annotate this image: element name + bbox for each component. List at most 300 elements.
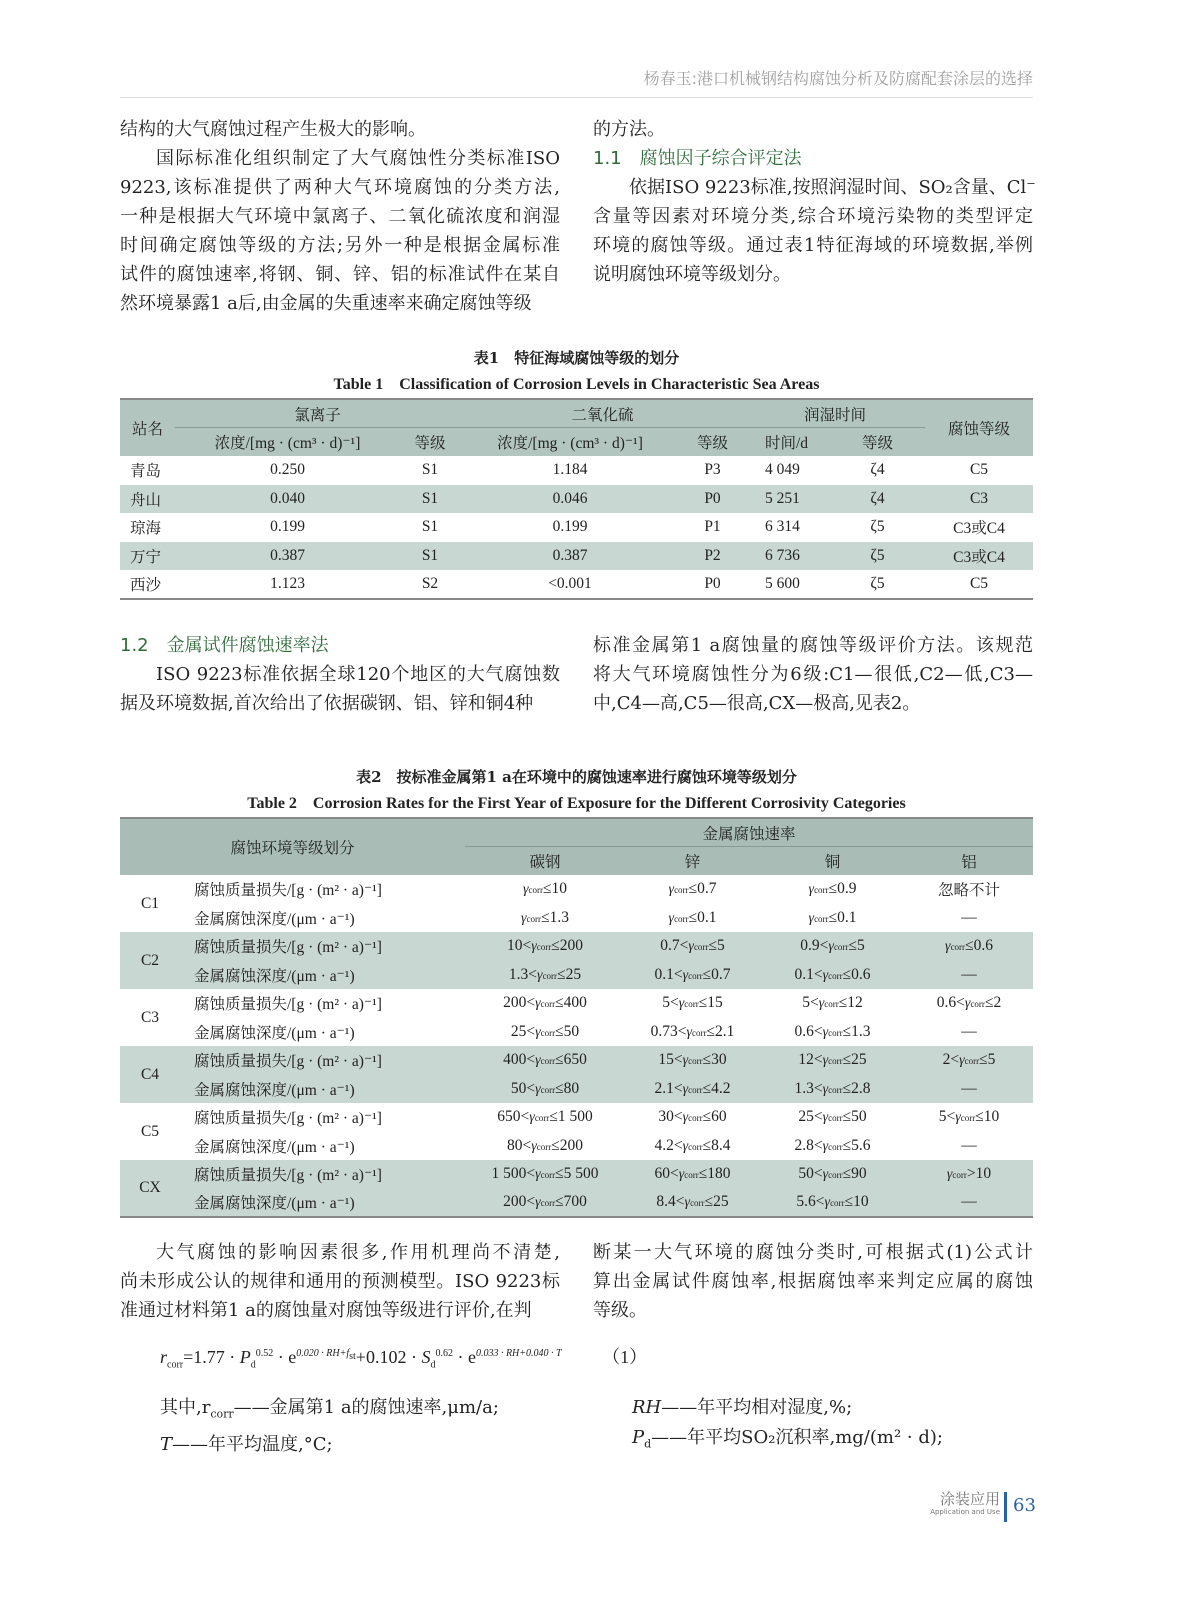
table-cell: 0.046 — [552, 489, 588, 507]
row-label: 腐蚀质量损失/[g · (m² · a)⁻¹] — [194, 1167, 382, 1185]
symbol: γ — [828, 939, 834, 955]
row-label: 金属腐蚀深度/(μm · a⁻¹) — [194, 1195, 355, 1213]
rate-upper: ≤90 — [842, 1165, 867, 1183]
rate-cell — [465, 1132, 625, 1161]
category-cell: C3 — [140, 1008, 160, 1026]
rate-cell — [760, 1103, 905, 1132]
paragraph-line: 的方法。 — [593, 119, 665, 140]
formula-sub: st — [349, 1351, 356, 1362]
header-aluminum: 铝 — [961, 854, 977, 871]
row-label: 腐蚀质量损失/[g · (m² · a)⁻¹] — [194, 939, 382, 957]
paragraph-line: 然环境暴露1 a后,由金属的失重速率来确定腐蚀等级 — [120, 293, 532, 314]
rate-cell — [625, 1132, 760, 1161]
table-cell: S1 — [421, 489, 439, 507]
rate-lower: 2< — [942, 1051, 960, 1069]
row-label: 腐蚀质量损失/[g · (m² · a)⁻¹] — [194, 882, 382, 900]
rate-lower: 0.6< — [794, 1022, 823, 1040]
section-heading-1-2: 1.2 金属试件腐蚀速率法 — [120, 635, 329, 656]
table-row — [120, 904, 1033, 933]
top-left-text — [120, 115, 560, 318]
bottom-left-text — [120, 1238, 560, 1325]
mid-right-text — [593, 631, 1033, 718]
table2-caption-cn: 表2 按标准金属第1 a在环境中的腐蚀速率进行腐蚀环境等级划分 — [356, 768, 797, 786]
paragraph-line: 准通过材料第1 a的腐蚀量对腐蚀等级进行评价,在判 — [120, 1300, 532, 1321]
rate-upper: ≤0.1 — [688, 908, 717, 926]
table-cell: 舟山 — [130, 491, 162, 509]
header-copper: 铜 — [824, 854, 841, 871]
table-cell: P2 — [704, 546, 721, 564]
paragraph-line: 9223,该标准提供了两种大气环境腐蚀的分类方法, — [120, 177, 560, 198]
rate-symbol — [531, 1139, 551, 1154]
formula-symbol: r — [160, 1347, 168, 1367]
header-wet-time: 润湿时间 — [745, 399, 925, 428]
rate-cell — [760, 904, 905, 933]
rate-cell — [625, 961, 760, 990]
rate-cell — [465, 961, 625, 990]
symbol: γ — [822, 1167, 829, 1183]
table-cell: C5 — [969, 574, 989, 592]
paragraph-line: 国际标准化组织制定了大气腐蚀性分类标准ISO — [156, 148, 560, 169]
paragraph-line: 一种是根据大气环境中氯离子、二氧化硫浓度和润湿 — [120, 206, 560, 227]
table-cell: ζ5 — [870, 574, 885, 592]
rate-cell — [625, 1046, 760, 1075]
symbol-sub: corr — [964, 1056, 980, 1067]
table-cell: S2 — [421, 574, 439, 592]
rate-symbol — [537, 968, 557, 983]
table-row — [120, 961, 1033, 990]
symbol: γ — [824, 1195, 831, 1211]
table2 — [120, 817, 1033, 1218]
symbol: γ — [818, 996, 825, 1012]
rate-cell — [760, 1018, 905, 1047]
rate-upper: ≤25 — [557, 965, 582, 983]
rate-cell: — — [961, 1193, 977, 1211]
symbol: γ — [531, 939, 537, 955]
symbol-sub: corr — [540, 1084, 556, 1095]
symbol-sub: corr — [828, 1027, 843, 1038]
paragraph-line: 中,C4—高,C5—很高,CX—极高,见表2。 — [593, 693, 921, 714]
rate-symbol — [683, 1110, 703, 1125]
table-row — [120, 932, 1033, 961]
category-cell: C4 — [140, 1065, 160, 1083]
rate-cell: — — [961, 1136, 977, 1154]
rate-lower: 50< — [510, 1079, 536, 1097]
rate-cell — [760, 1046, 905, 1075]
rate-lower: 1 500< — [491, 1165, 536, 1183]
symbol: γ — [682, 1081, 689, 1097]
rate-lower: 5.6< — [796, 1193, 825, 1211]
rate-upper: ≤5 — [848, 937, 865, 955]
rate-cell — [465, 1046, 625, 1075]
rate-upper: ≤25 — [842, 1051, 867, 1069]
legend-text: 其中,r — [160, 1397, 211, 1418]
rate-cell — [465, 989, 625, 1018]
journal-name-en: Application and Use — [930, 1508, 1000, 1516]
legend-symbol: P — [632, 1427, 645, 1448]
paragraph-line: 大气腐蚀的影响因素很多,作用机理尚不清楚, — [156, 1242, 560, 1263]
rate-upper: ≤15 — [698, 994, 723, 1012]
table2-caption-en: Table 2 Corrosion Rates for the First Year of Exposure for the Different Corrosivity Categories — [247, 795, 906, 812]
legend-right — [632, 1393, 943, 1460]
rate-upper: ≤5.6 — [842, 1136, 871, 1154]
rate-symbol — [523, 882, 543, 897]
symbol: γ — [535, 1195, 541, 1211]
rate-symbol — [823, 1139, 843, 1154]
rate-upper: ≤0.6 — [842, 965, 871, 983]
legend-sub: corr — [210, 1407, 234, 1421]
paragraph-line: 试件的腐蚀速率,将钢、铜、锌、铝的标准试件在某自 — [120, 264, 560, 285]
rate-symbol — [823, 1110, 843, 1125]
rate-cell — [625, 904, 760, 933]
table-row — [120, 1018, 1033, 1047]
symbol-sub: corr — [688, 1084, 703, 1095]
section-heading-1-1: 1.1 腐蚀因子综合评定法 — [593, 148, 802, 169]
table-cell: 6 736 — [765, 546, 800, 564]
symbol: γ — [964, 996, 971, 1012]
rate-cell — [625, 932, 760, 961]
symbol-sub: corr — [528, 885, 543, 896]
symbol: γ — [808, 882, 815, 898]
symbol-sub: corr — [540, 1198, 556, 1209]
table-row — [120, 1160, 1033, 1189]
symbol-sub: corr — [540, 1027, 556, 1038]
row-label: 金属腐蚀深度/(μm · a⁻¹) — [194, 910, 355, 928]
table-cell: ζ4 — [870, 461, 885, 479]
table-cell: C3或C4 — [953, 548, 1005, 566]
paragraph-line: 时间确定腐蚀等级的方法;另外一种是根据金属标准 — [120, 235, 560, 256]
symbol: γ — [946, 1167, 953, 1183]
rate-cell — [760, 961, 905, 990]
row-label: 金属腐蚀深度/(μm · a⁻¹) — [194, 1081, 355, 1099]
rate-symbol — [965, 996, 985, 1011]
paragraph-line: 说明腐蚀环境等级划分。 — [593, 264, 791, 285]
rate-cell — [905, 1160, 1033, 1189]
rate-upper: ≤0.7 — [702, 965, 731, 983]
symbol-sub: corr — [693, 942, 709, 953]
rate-lower: 25< — [798, 1108, 823, 1126]
symbol: γ — [822, 1138, 829, 1154]
rate-lower: 5< — [802, 994, 819, 1012]
rate-symbol — [679, 996, 699, 1011]
table-cell: C5 — [969, 461, 989, 479]
table-row — [120, 1046, 1033, 1075]
header-wet-grade: 等级 — [861, 435, 893, 452]
table-cell: S1 — [421, 546, 439, 564]
rate-symbol — [823, 1082, 843, 1097]
table-cell: S1 — [421, 461, 439, 479]
table-cell: 琼海 — [130, 520, 162, 538]
symbol: γ — [529, 1110, 535, 1126]
rate-symbol — [823, 1053, 843, 1068]
legend-sub: d — [644, 1437, 652, 1451]
row-label: 腐蚀质量损失/[g · (m² · a)⁻¹] — [194, 1110, 382, 1128]
symbol: γ — [959, 1053, 965, 1069]
rate-cell — [465, 932, 625, 961]
table-cell: C3或C4 — [953, 520, 1005, 538]
rate-symbol — [683, 1053, 703, 1068]
rate-cell: — — [961, 908, 977, 926]
rate-lower: 650< — [497, 1108, 530, 1126]
symbol-sub: corr — [688, 1056, 703, 1067]
symbol: γ — [535, 1081, 541, 1097]
header-rate: 金属腐蚀速率 — [465, 818, 1033, 847]
rate-cell — [625, 1189, 760, 1218]
symbol: γ — [822, 1053, 829, 1069]
formula-exp: 0.52 — [255, 1348, 274, 1359]
symbol-sub: corr — [534, 1113, 550, 1124]
rate-cell — [760, 1160, 905, 1189]
paragraph-line: 等级。 — [593, 1300, 647, 1321]
rate-upper: ≤25 — [704, 1193, 729, 1211]
rate-upper: ≤2.1 — [706, 1022, 735, 1040]
table-row — [120, 1103, 1033, 1132]
rate-upper: ≤50 — [842, 1108, 867, 1126]
rate-symbol — [683, 1082, 703, 1097]
rate-symbol — [679, 1167, 699, 1182]
symbol-sub: corr — [536, 1141, 552, 1152]
rate-cell: — — [961, 1079, 977, 1097]
rate-cell — [905, 932, 1033, 961]
table-cell: 4 049 — [765, 461, 800, 479]
paragraph-line: 据及环境数据,首次给出了依据碳钢、铝、锌和铜4种 — [120, 693, 534, 714]
row-label: 金属腐蚀深度/(μm · a⁻¹) — [194, 1024, 355, 1042]
category-cell: CX — [139, 1179, 161, 1196]
rate-cell — [465, 875, 625, 904]
rate-lower: 0.7< — [660, 937, 689, 955]
table1 — [120, 398, 1033, 600]
rate-upper: ≤5 500 — [555, 1165, 599, 1183]
paragraph-line: 环境的腐蚀等级。通过表1特征海域的环境数据,举例 — [593, 235, 1033, 256]
rate-cell — [760, 989, 905, 1018]
table-cell: P3 — [704, 461, 721, 479]
rate-upper: ≤10 — [844, 1193, 869, 1211]
formula-exp: 0.62 — [435, 1348, 453, 1359]
table-cell: ζ5 — [870, 546, 885, 564]
rate-symbol — [669, 882, 689, 897]
legend-text: ——年平均SO₂沉积率,mg/(m² · d); — [651, 1427, 943, 1448]
table1-caption-en: Table 1 Classification of Corrosion Levels in Characteristic Sea Areas — [333, 376, 820, 393]
rate-lower: 80< — [506, 1136, 532, 1154]
rate-symbol — [683, 968, 703, 983]
header-so2-grade: 等级 — [696, 435, 728, 452]
rate-symbol — [947, 1167, 967, 1182]
symbol-sub: corr — [540, 999, 556, 1010]
symbol: γ — [522, 882, 529, 898]
symbol-sub: corr — [814, 885, 829, 896]
rate-symbol — [828, 939, 848, 954]
rate-upper: ≤700 — [555, 1193, 587, 1211]
symbol: γ — [822, 967, 829, 983]
rate-symbol — [531, 939, 551, 954]
rate-lower: 4.2< — [654, 1136, 683, 1154]
paragraph-line: ISO 9223标准依据全球120个地区的大气腐蚀数 — [156, 664, 560, 685]
rate-upper: ≤80 — [555, 1079, 580, 1097]
rate-symbol — [669, 911, 689, 926]
table-row — [120, 1189, 1033, 1218]
symbol: γ — [537, 967, 543, 983]
symbol-sub: corr — [828, 1084, 843, 1095]
rate-symbol — [819, 996, 839, 1011]
symbol: γ — [822, 1024, 829, 1040]
rate-upper: ≤8.4 — [702, 1136, 731, 1154]
formula-part: · e — [452, 1347, 476, 1367]
symbol: γ — [822, 1081, 829, 1097]
rate-lower: 50< — [798, 1165, 823, 1183]
symbol: γ — [688, 939, 694, 955]
rate-upper: ≤650 — [555, 1051, 587, 1069]
running-header: 杨春玉:港口机械钢结构腐蚀分析及防腐配套涂层的选择 — [120, 66, 1033, 98]
symbol: γ — [521, 910, 527, 926]
table-cell: 0.040 — [270, 489, 305, 507]
rate-symbol — [688, 939, 708, 954]
rate-upper: ≤50 — [555, 1022, 580, 1040]
symbol: γ — [822, 1110, 829, 1126]
table-cell: 5 600 — [765, 574, 800, 592]
formula-part: +0.102 · — [355, 1347, 422, 1367]
symbol-sub: corr — [540, 1170, 556, 1181]
formula-sub: corr — [167, 1359, 184, 1371]
header-time: 时间/d — [765, 435, 809, 452]
table-cell: 青岛 — [130, 463, 162, 481]
rate-upper: ≤200 — [551, 937, 584, 955]
rate-cell — [465, 1160, 625, 1189]
header-so2: 二氧化硫 — [460, 399, 745, 428]
symbol: γ — [535, 1053, 541, 1069]
journal-name: 涂装应用 — [939, 1490, 1000, 1508]
symbol-sub: corr — [674, 913, 689, 924]
legend-symbol: RH — [632, 1397, 662, 1418]
rate-cell — [760, 1189, 905, 1218]
rate-symbol — [535, 1167, 555, 1182]
rate-symbol — [959, 1053, 979, 1068]
formula-part: · e — [273, 1347, 297, 1367]
rate-upper: >10 — [966, 1165, 992, 1183]
symbol-sub: corr — [828, 1141, 843, 1152]
rate-upper: ≤30 — [702, 1051, 727, 1069]
rate-cell — [465, 1018, 625, 1047]
rate-symbol — [683, 1139, 703, 1154]
rate-upper: ≤1.3 — [842, 1022, 871, 1040]
rate-cell — [625, 875, 760, 904]
rate-lower: 0.73< — [650, 1022, 687, 1040]
table-cell: 1.184 — [552, 461, 588, 479]
rate-lower: 60< — [654, 1165, 679, 1183]
rate-lower: 1.3< — [508, 965, 538, 983]
rate-symbol — [823, 968, 843, 983]
rate-symbol — [825, 1195, 845, 1210]
rate-upper: ≤60 — [702, 1108, 727, 1126]
table-cell: <0.001 — [548, 574, 592, 592]
rate-upper: ≤200 — [551, 1136, 584, 1154]
rate-symbol — [809, 882, 829, 897]
rate-symbol — [535, 996, 555, 1011]
symbol: γ — [955, 1110, 961, 1126]
symbol: γ — [682, 967, 689, 983]
symbol: γ — [682, 1110, 689, 1126]
symbol: γ — [531, 1138, 537, 1154]
paragraph-line: 尚未形成公认的规律和通用的预测模型。ISO 9223标 — [120, 1271, 560, 1292]
rate-lower: 15< — [658, 1051, 683, 1069]
legend-text: ——年平均温度,°C; — [172, 1433, 333, 1455]
page-number: 63 — [1004, 1492, 1036, 1522]
category-cell: C2 — [140, 951, 160, 969]
rate-lower: 0.1< — [654, 965, 683, 983]
paragraph-line: 将大气环境腐蚀性分为6级:C1—很低,C2—低,C3— — [593, 664, 1033, 685]
table1-caption-cn: 表1 特征海域腐蚀等级的划分 — [473, 349, 680, 367]
rate-lower: 400< — [503, 1051, 536, 1069]
row-label: 金属腐蚀深度/(μm · a⁻¹) — [194, 1138, 355, 1156]
rate-lower: 200< — [503, 994, 536, 1012]
rate-lower: 0.1< — [794, 965, 823, 983]
rate-symbol — [685, 1195, 705, 1210]
symbol: γ — [668, 882, 675, 898]
symbol-sub: corr — [950, 942, 966, 953]
formula-exp: 0.020 · RH+f — [296, 1348, 350, 1359]
rate-lower: 25< — [510, 1022, 536, 1040]
table-row — [120, 989, 1033, 1018]
rate-cell — [625, 1160, 760, 1189]
paragraph-line: 标准金属第1 a腐蚀量的腐蚀等级评价方法。该规范 — [593, 635, 1033, 656]
symbol-sub: corr — [688, 970, 703, 981]
symbol-sub: corr — [536, 942, 552, 953]
rate-lower: 0.6< — [936, 994, 965, 1012]
paragraph-line: 断某一大气环境的腐蚀分类时,可根据式(1)公式计 — [593, 1242, 1033, 1263]
formula-exp: 0.033 · RH+0.040 · T — [475, 1348, 562, 1359]
rate-upper: ≤10 — [975, 1108, 1000, 1126]
table-cell: 西沙 — [130, 576, 162, 594]
category-cell: C5 — [140, 1122, 160, 1140]
symbol-sub: corr — [830, 1198, 845, 1209]
table-row — [120, 570, 1033, 599]
rate-upper: ≤0.6 — [965, 937, 993, 955]
table-cell: 5 251 — [765, 489, 800, 507]
rate-cell — [905, 1046, 1033, 1075]
symbol-sub: corr — [833, 942, 849, 953]
rate-cell: — — [961, 965, 977, 983]
symbol: γ — [535, 1167, 541, 1183]
symbol: γ — [686, 1024, 692, 1040]
symbol-sub: corr — [688, 1141, 703, 1152]
rate-upper: ≤2.8 — [842, 1079, 871, 1097]
table-row — [120, 875, 1033, 904]
table-row — [120, 456, 1033, 485]
table-cell: P0 — [704, 574, 721, 592]
rate-symbol — [535, 1053, 555, 1068]
rate-upper: ≤2 — [984, 994, 1002, 1012]
header-cl-grade: 等级 — [414, 435, 446, 452]
symbol: γ — [678, 996, 685, 1012]
paragraph-line: 依据ISO 9223标准,按照润湿时间、SO₂含量、Cl⁻ — [629, 177, 1036, 198]
rate-lower: 5< — [938, 1108, 956, 1126]
rate-upper: ≤0.1 — [828, 908, 857, 926]
rate-cell — [905, 989, 1033, 1018]
symbol-sub: corr — [814, 913, 829, 924]
table-cell: 0.250 — [270, 461, 305, 479]
symbol-sub: corr — [690, 1198, 705, 1209]
formula-1 — [160, 1343, 647, 1371]
table-row — [120, 1075, 1033, 1104]
table-cell: S1 — [421, 518, 439, 536]
formula-symbol: S — [421, 1347, 431, 1367]
table-cell: 0.387 — [270, 546, 305, 564]
rate-cell: — — [961, 1022, 977, 1040]
rate-upper: ≤5 — [708, 937, 725, 955]
rate-cell — [625, 1075, 760, 1104]
table-row — [120, 485, 1033, 514]
rate-symbol — [529, 1110, 549, 1125]
symbol: γ — [684, 1195, 691, 1211]
rate-lower: 10< — [506, 937, 532, 955]
